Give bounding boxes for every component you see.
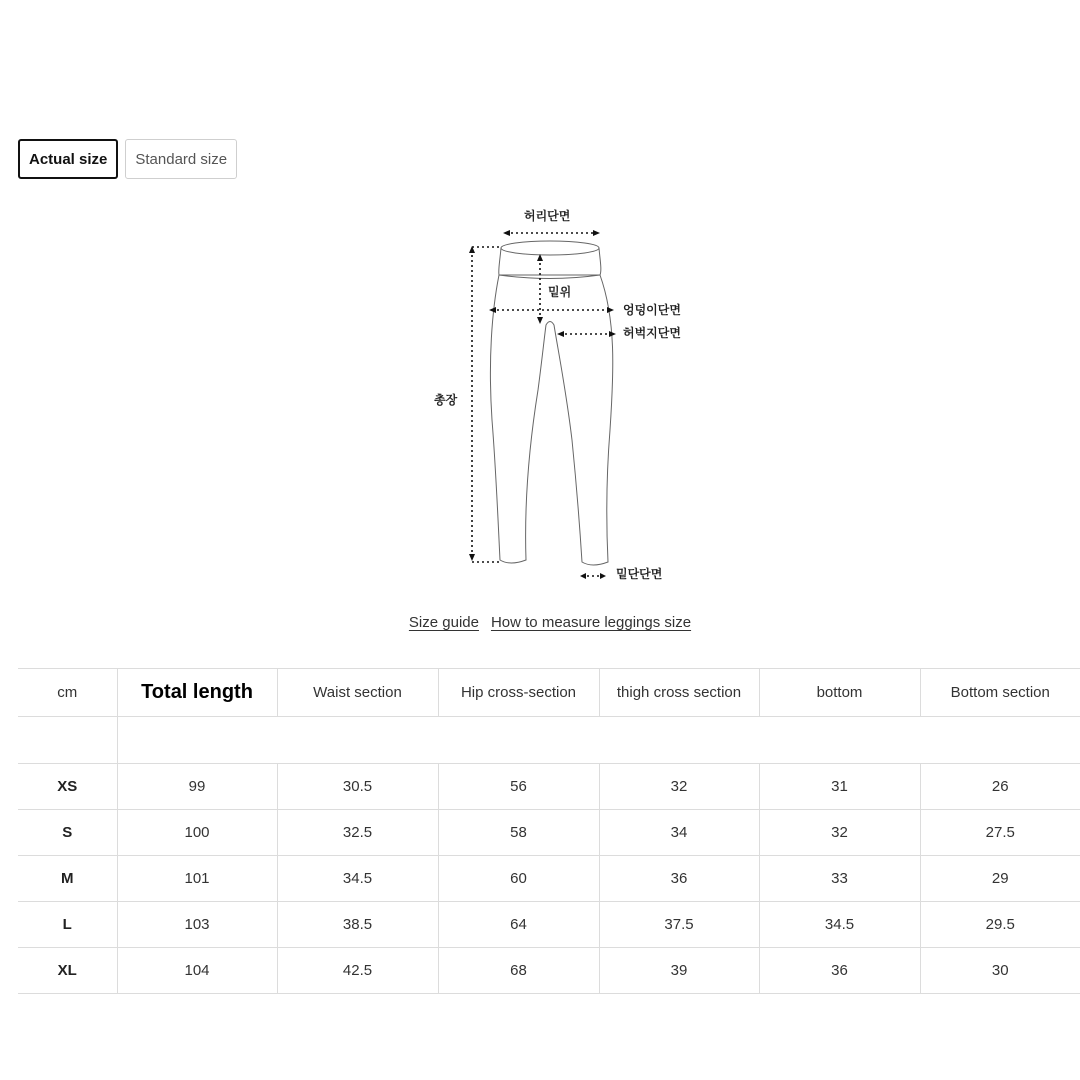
size-label: XL: [18, 948, 117, 994]
table-cell: 39: [599, 948, 759, 994]
header-cell: Total length: [117, 669, 277, 717]
table-header-row: [18, 669, 1080, 717]
table-cell: 29: [920, 856, 1080, 902]
table-cell: 60: [438, 856, 599, 902]
table-cell: 42.5: [277, 948, 438, 994]
table-cell: 37.5: [599, 902, 759, 948]
size-label: M: [18, 856, 117, 902]
table-cell: 36: [759, 948, 920, 994]
size-label: L: [18, 902, 117, 948]
table-cell: 32: [759, 810, 920, 856]
header-cell: bottom: [759, 669, 920, 717]
table-row: [18, 902, 1080, 948]
actual-size-tab[interactable]: Actual size: [18, 139, 118, 179]
table-cell: 58: [438, 810, 599, 856]
table-row: [18, 856, 1080, 902]
standard-size-tab[interactable]: Standard size: [125, 139, 237, 179]
table-cell: 32.5: [277, 810, 438, 856]
size-guide-link[interactable]: Size guide: [408, 614, 479, 631]
table-cell: 33: [759, 856, 920, 902]
table-cell: 31: [759, 764, 920, 810]
table-row: [18, 764, 1080, 810]
leggings-diagram: [420, 200, 710, 590]
table-cell: 26: [920, 764, 1080, 810]
how-to-measure-link[interactable]: How to measure leggings size: [490, 614, 692, 631]
table-cell: 103: [117, 902, 277, 948]
waist-label: 허리단면: [524, 209, 571, 223]
table-cell: 32: [599, 764, 759, 810]
table-cell: 64: [438, 902, 599, 948]
table-cell: 29.5: [920, 902, 1080, 948]
size-label: S: [18, 810, 117, 856]
table-cell: 99: [117, 764, 277, 810]
size-label: XS: [18, 764, 117, 810]
table-cell: 68: [438, 948, 599, 994]
table-spacer-row: [18, 717, 1080, 764]
table-cell: 30: [920, 948, 1080, 994]
table-cell: 34.5: [759, 902, 920, 948]
spacer-cell: [18, 717, 117, 764]
spacer-cell: [117, 717, 1080, 764]
header-cell: Hip cross-section: [438, 669, 599, 717]
header-cell: thigh cross section: [599, 669, 759, 717]
hem-label: 밑단단면: [616, 567, 663, 581]
table-row: [18, 810, 1080, 856]
header-cell: cm: [18, 669, 117, 717]
hip-label: 엉덩이단면: [623, 303, 681, 317]
leggings-measurement-figure: [420, 200, 710, 590]
table-cell: 38.5: [277, 902, 438, 948]
size-table: [18, 668, 1080, 994]
table-cell: 34.5: [277, 856, 438, 902]
table-cell: 56: [438, 764, 599, 810]
rise-label: 밑위: [548, 285, 572, 299]
length-label: 총장: [434, 393, 458, 407]
header-cell: Waist section: [277, 669, 438, 717]
header-cell: Bottom section: [920, 669, 1080, 717]
table-cell: 27.5: [920, 810, 1080, 856]
table-cell: 36: [599, 856, 759, 902]
table-cell: 100: [117, 810, 277, 856]
table-cell: 30.5: [277, 764, 438, 810]
table-cell: 104: [117, 948, 277, 994]
thigh-label: 허벅지단면: [623, 326, 681, 340]
size-toggle: [18, 139, 237, 179]
guide-links: [0, 614, 1080, 631]
table-row: [18, 948, 1080, 994]
table-cell: 34: [599, 810, 759, 856]
table-cell: 101: [117, 856, 277, 902]
